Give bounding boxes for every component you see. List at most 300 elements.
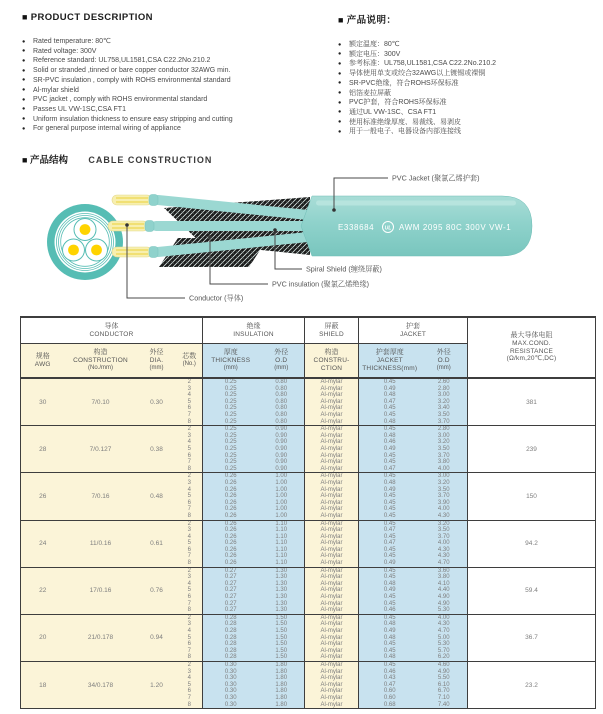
cell-construction: 21/0.178	[65, 614, 137, 661]
list-item: ● Uniform insulation thickness to ensure easy stripping and cutting	[22, 115, 324, 125]
cell-line: Al-mylar	[320, 546, 343, 553]
cell-line: Al-mylar	[320, 418, 343, 425]
cell-line: 4.90	[437, 594, 450, 601]
cell-jacket-thickness	[359, 661, 421, 708]
cell-line: 2	[187, 520, 191, 527]
cell-insulation-thickness	[203, 661, 259, 708]
header-section-insulation	[203, 317, 305, 344]
cell-insulation-od	[259, 473, 305, 520]
cell-line: 0.48	[383, 621, 396, 628]
cell-line: 8	[187, 512, 191, 519]
cell-shield	[305, 661, 359, 708]
cell-line: 3	[187, 479, 191, 486]
cell-line: 0.45	[383, 405, 396, 412]
cell-construction: 7/0.10	[65, 378, 137, 426]
cell-line: 6.20	[437, 654, 450, 661]
conductor-label: Conductor (导体)	[189, 293, 244, 303]
cell-line: 3	[187, 527, 191, 534]
cell-line: 7	[187, 553, 191, 560]
cell-line: 0.25	[224, 445, 237, 452]
section-label-en: CONDUCTOR	[89, 330, 134, 338]
cell-line: 0.25	[224, 405, 237, 412]
cell-line: 4.30	[437, 546, 450, 553]
cell-line: 1.80	[275, 694, 288, 701]
cell-line: 0.27	[224, 567, 237, 574]
cell-line: 8	[187, 418, 191, 425]
cell-line: 0.25	[224, 398, 237, 405]
cell-line: 4	[187, 392, 191, 399]
col-header-line: CONSTRUCTION	[73, 357, 128, 365]
cell-line: 0.80	[275, 398, 288, 405]
cell-line: 0.26	[224, 560, 237, 567]
cell-line: 6	[187, 499, 191, 506]
cell-line: 2.80	[437, 385, 450, 392]
cell-cores	[177, 520, 203, 567]
cell-line: 6	[187, 546, 191, 553]
cell-jacket-thickness	[359, 520, 421, 567]
conductor-tips	[108, 195, 158, 258]
col-header-line: THICKNESS	[211, 357, 251, 365]
cell-line: 5.50	[437, 675, 450, 682]
cell-line: 5.30	[437, 607, 450, 614]
cell-line: 3	[187, 621, 191, 628]
cell-line: 4.00	[437, 540, 450, 547]
cell-line: 2	[187, 567, 191, 574]
cell-line: 5	[187, 398, 191, 405]
cell-line: 0.48	[383, 580, 396, 587]
cell-line: 0.26	[224, 493, 237, 500]
cell-line: 0.45	[383, 499, 396, 506]
cell-line: 2.60	[437, 379, 450, 386]
cell-line: 8	[187, 701, 191, 708]
cell-insulation-thickness	[203, 614, 259, 661]
cell-line: Al-mylar	[320, 574, 343, 581]
cable-cross-section-icon	[47, 204, 123, 280]
header-col-construction	[65, 344, 137, 379]
cell-resistance: 94.2	[468, 520, 596, 567]
construction-title-zh: ■ 产品结构	[22, 155, 68, 166]
cell-line: 1.00	[275, 486, 288, 493]
cell-line: 0.30	[224, 675, 237, 682]
cell-line: 4.90	[437, 600, 450, 607]
resistance-header-line: 最大导体电阻	[510, 332, 553, 340]
cell-cores	[177, 473, 203, 520]
cell-line: 0.28	[224, 634, 237, 641]
cell-line: 3.70	[437, 533, 450, 540]
cell-line: Al-mylar	[320, 587, 343, 594]
cell-insulation-thickness	[203, 378, 259, 426]
cell-line: 0.45	[383, 473, 396, 480]
cell-line: 0.45	[383, 594, 396, 601]
cell-line: 4.30	[437, 553, 450, 560]
cell-line: 0.25	[224, 426, 237, 433]
cell-line: 0.26	[224, 486, 237, 493]
cell-jacket-thickness	[359, 473, 421, 520]
cell-line: 1.00	[275, 493, 288, 500]
cell-line: 4	[187, 675, 191, 682]
cell-line: 8	[187, 465, 191, 472]
cell-shield	[305, 520, 359, 567]
cell-line: 5	[187, 493, 191, 500]
cell-line: 6	[187, 641, 191, 648]
cell-shield	[305, 567, 359, 614]
cell-line: 4	[187, 486, 191, 493]
cell-line: Al-mylar	[320, 621, 343, 628]
cell-line: Al-mylar	[320, 479, 343, 486]
cell-line: 0.80	[275, 379, 288, 386]
cell-line: Al-mylar	[320, 520, 343, 527]
cell-line: 1.10	[275, 527, 288, 534]
cell-line: 6	[187, 452, 191, 459]
table-row-awg-18	[21, 661, 596, 708]
list-item: ● For general purpose internal wiring of appliance	[22, 124, 324, 134]
cell-line: 3.60	[437, 567, 450, 574]
resistance-header-line: (Ω/km,20℃,DC)	[506, 355, 557, 363]
cell-awg: 24	[21, 520, 65, 567]
jacket-print	[338, 222, 511, 233]
col-header-line: THICKNESS(mm)	[362, 364, 418, 372]
jacket-print-right: AWM 2095 80C 300V VW-1	[399, 223, 512, 233]
cell-line: 7	[187, 647, 191, 654]
cell-line: Al-mylar	[320, 473, 343, 480]
cell-line: 6	[187, 594, 191, 601]
header-col-jacket-od	[421, 344, 468, 379]
cell-insulation-od	[259, 378, 305, 426]
cell-line: 0.60	[383, 688, 396, 695]
cell-line: 0.47	[383, 527, 396, 534]
cell-line: 0.45	[383, 546, 396, 553]
cell-line: Al-mylar	[320, 459, 343, 466]
cell-line: Al-mylar	[320, 647, 343, 654]
cell-line: 0.45	[383, 647, 396, 654]
cell-line: 0.30	[224, 694, 237, 701]
cell-dia: 0.94	[137, 614, 177, 661]
cell-line: 1.30	[275, 587, 288, 594]
cell-line: 3.70	[437, 452, 450, 459]
list-item: ● 使用标准绝缘厚度、易裁线、易剥皮	[338, 118, 597, 128]
cell-cores	[177, 378, 203, 426]
header-section-conductor	[21, 317, 203, 344]
list-item: ● 通过UL VW-1SC、CSA FT1	[338, 108, 597, 118]
col-header-line: 规格	[35, 352, 50, 360]
list-item: ● Passes UL VW-1SC,CSA FT1	[22, 105, 324, 115]
cell-line: 0.80	[275, 385, 288, 392]
col-header-line: DIA.	[149, 357, 164, 365]
cell-line: 1.00	[275, 512, 288, 519]
cell-line: 2	[187, 473, 191, 480]
cell-line: 0.25	[224, 418, 237, 425]
cell-line: 0.60	[383, 694, 396, 701]
cell-line: 0.26	[224, 546, 237, 553]
cell-line: 1.80	[275, 675, 288, 682]
svg-text:UL: UL	[384, 225, 392, 232]
resistance-header-line: RESISTANCE	[509, 347, 554, 355]
cell-line: 0.25	[224, 385, 237, 392]
cell-line: 1.00	[275, 499, 288, 506]
cell-insulation-od	[259, 661, 305, 708]
list-item: ● Reference standard: UL758,UL1581,CSA C22.2No.210.2	[22, 56, 324, 66]
cell-line: Al-mylar	[320, 452, 343, 459]
cell-line: Al-mylar	[320, 412, 343, 418]
cell-dia: 0.48	[137, 473, 177, 520]
cell-line: 3.50	[437, 486, 450, 493]
cell-line: 0.90	[275, 439, 288, 446]
cell-line: 1.10	[275, 553, 288, 560]
cell-line: 1.80	[275, 668, 288, 675]
cell-line: Al-mylar	[320, 675, 343, 682]
cell-line: 0.45	[383, 614, 396, 621]
cell-line: 0.28	[224, 647, 237, 654]
cell-line: 0.49	[383, 385, 396, 392]
cell-line: 4.00	[437, 506, 450, 513]
cell-line: 8	[187, 654, 191, 661]
section-label-zh: 护套	[406, 322, 420, 330]
cell-line: 1.80	[275, 688, 288, 695]
cell-construction: 11/0.16	[65, 520, 137, 567]
cell-line: 0.48	[383, 634, 396, 641]
cell-line: Al-mylar	[320, 681, 343, 688]
cable-diagram-svg	[0, 170, 603, 312]
cell-insulation-thickness	[203, 426, 259, 473]
cell-line: 1.50	[275, 621, 288, 628]
cell-line: 5	[187, 540, 191, 547]
cell-resistance: 59.4	[468, 567, 596, 614]
header-col-dia	[137, 344, 177, 379]
cell-line: Al-mylar	[320, 506, 343, 513]
cell-line: 0.45	[383, 426, 396, 433]
cell-line: 1.10	[275, 540, 288, 547]
col-header-line: JACKET	[376, 357, 403, 365]
cell-line: 0.45	[383, 641, 396, 648]
col-header-line: CONSTRU-	[313, 357, 350, 365]
product-description-title: ■ PRODUCT DESCRIPTION	[22, 12, 324, 23]
cell-line: 3.20	[437, 520, 450, 527]
section-label-zh: 导体	[104, 322, 119, 330]
cell-line: 1.50	[275, 654, 288, 661]
list-item: ● Solid or stranded ,tinned or bare copper conductor 32AWG min.	[22, 66, 324, 76]
cell-insulation-od	[259, 520, 305, 567]
list-item: ● PVC护套，符合ROHS环保标准	[338, 98, 597, 108]
cell-line: 1.30	[275, 580, 288, 587]
col-header-line: 外径	[274, 349, 289, 357]
header-col-cores	[177, 344, 203, 379]
cell-line: 3	[187, 668, 191, 675]
cell-line: 0.47	[383, 681, 396, 688]
cell-line: 5	[187, 445, 191, 452]
cell-line: 0.90	[275, 426, 288, 433]
cell-line: 1.80	[275, 681, 288, 688]
cell-insulation-thickness	[203, 520, 259, 567]
cell-line: 7	[187, 600, 191, 607]
cell-line: 0.48	[383, 479, 396, 486]
cell-resistance: 239	[468, 426, 596, 473]
cell-line: 3.20	[437, 439, 450, 446]
table-row-awg-22	[21, 567, 596, 614]
cell-line: 1.30	[275, 574, 288, 581]
cell-line: 0.25	[224, 459, 237, 466]
col-header-line: 外径	[436, 349, 451, 357]
cell-line: 7	[187, 459, 191, 466]
col-header-line: CTION	[320, 364, 343, 372]
spec-table	[20, 316, 596, 709]
cell-line: Al-mylar	[320, 512, 343, 519]
col-header-line: (No.)	[182, 361, 196, 368]
cell-line: 0.45	[383, 553, 396, 560]
cell-shield	[305, 378, 359, 426]
cell-line: 4.70	[437, 628, 450, 634]
cell-line: 0.45	[383, 600, 396, 607]
resistance-header-line: MAX.COND.	[512, 340, 551, 348]
col-header-line: 厚度	[223, 349, 238, 357]
cell-line: 7	[187, 694, 191, 701]
cell-line: 0.46	[383, 439, 396, 446]
cell-line: 3	[187, 385, 191, 392]
cell-line: 6.70	[437, 688, 450, 695]
cell-cores	[177, 426, 203, 473]
header-section-jacket	[359, 317, 468, 344]
list-item: ● Al-mylar shield	[22, 86, 324, 96]
cell-line: Al-mylar	[320, 432, 343, 439]
cell-line: 3.40	[437, 405, 450, 412]
cell-line: 1.00	[275, 473, 288, 480]
cell-line: Al-mylar	[320, 634, 343, 641]
insulation-label: PVC insulation (聚氯乙烯绝缘)	[272, 279, 370, 289]
cell-line: 0.26	[224, 473, 237, 480]
cell-line: 0.26	[224, 553, 237, 560]
cell-line: 4	[187, 439, 191, 446]
list-item: ● Rated voltage: 300V	[22, 47, 324, 57]
header-col-awg	[21, 344, 65, 379]
cell-line: 1.10	[275, 546, 288, 553]
list-item: ● PVC jacket , comply with ROHS environmental standard	[22, 95, 324, 105]
cell-line: 0.30	[224, 661, 237, 668]
cell-line: 4	[187, 628, 191, 634]
cell-line: 4.00	[437, 465, 450, 472]
list-item: ● 参考标准：UL758,UL1581,CSA C22.2No.210.2	[338, 59, 597, 69]
list-item: ● 导体使用单支或绞合32AWG以上镀锡或裸铜	[338, 69, 597, 79]
cell-jacket-thickness	[359, 378, 421, 426]
cell-line: 0.25	[224, 379, 237, 386]
cell-line: 3.20	[437, 479, 450, 486]
jacket-label: PVC Jacket (聚氯乙烯护套)	[392, 173, 480, 183]
cell-line: Al-mylar	[320, 426, 343, 433]
construction-title-en: CABLE CONSTRUCTION	[88, 155, 213, 166]
cell-line: 4.70	[437, 560, 450, 567]
cell-line: Al-mylar	[320, 465, 343, 472]
cell-line: 6	[187, 688, 191, 695]
cell-jacket-od	[421, 426, 468, 473]
cell-line: 0.27	[224, 607, 237, 614]
cell-insulation-thickness	[203, 567, 259, 614]
cell-line: 0.26	[224, 540, 237, 547]
cell-line: 4	[187, 580, 191, 587]
cell-line: 0.45	[383, 512, 396, 519]
cell-line: Al-mylar	[320, 405, 343, 412]
cell-line: Al-mylar	[320, 392, 343, 399]
cell-line: 2	[187, 426, 191, 433]
cell-shield	[305, 426, 359, 473]
cell-resistance: 381	[468, 378, 596, 426]
cell-insulation-od	[259, 614, 305, 661]
cell-line: 8	[187, 560, 191, 567]
cell-line: 3	[187, 432, 191, 439]
cell-line: 5.70	[437, 647, 450, 654]
cell-line: 3.20	[437, 398, 450, 405]
shield-label: Spiral Shield (缠绕屏蔽)	[306, 264, 382, 274]
cell-line: Al-mylar	[320, 661, 343, 668]
list-item: ● 用于一般电子、电器设备内部连接线	[338, 127, 597, 137]
cell-line: 0.90	[275, 452, 288, 459]
cell-line: 3.00	[437, 392, 450, 399]
cell-line: 0.27	[224, 574, 237, 581]
col-header-line: 护套厚度	[375, 349, 404, 357]
cell-awg: 20	[21, 614, 65, 661]
cell-line: 3.50	[437, 527, 450, 534]
cell-line: Al-mylar	[320, 553, 343, 560]
cell-construction: 17/0.16	[65, 567, 137, 614]
section-label-zh: 绝缘	[246, 322, 261, 330]
cell-line: 3	[187, 574, 191, 581]
cell-line: 0.68	[383, 701, 396, 708]
col-header-line: (mm)	[149, 364, 164, 371]
cell-line: 4.30	[437, 512, 450, 519]
cell-line: 0.45	[383, 574, 396, 581]
cell-line: 0.45	[383, 459, 396, 466]
cell-dia: 0.38	[137, 426, 177, 473]
product-notes-list	[338, 40, 597, 137]
cell-line: 0.49	[383, 628, 396, 634]
cell-line: 0.27	[224, 600, 237, 607]
cell-line: 1.00	[275, 479, 288, 486]
cell-line: 0.26	[224, 527, 237, 534]
cell-line: 0.46	[383, 607, 396, 614]
cell-line: Al-mylar	[320, 560, 343, 567]
cell-line: 1.50	[275, 634, 288, 641]
cell-line: 0.49	[383, 587, 396, 594]
cell-line: 1.80	[275, 661, 288, 668]
table-section-header-row	[21, 317, 596, 344]
col-header-line: (mm)	[436, 364, 451, 371]
header-resistance	[468, 317, 596, 378]
cell-line: 5	[187, 587, 191, 594]
cell-line: 1.50	[275, 647, 288, 654]
col-header-line: (mm)	[223, 364, 238, 371]
section-label-en: JACKET	[399, 330, 427, 338]
cell-line: Al-mylar	[320, 628, 343, 634]
product-description-section	[22, 10, 324, 137]
cell-insulation-od	[259, 567, 305, 614]
cell-line: Al-mylar	[320, 379, 343, 386]
cell-line: 1.30	[275, 607, 288, 614]
cell-line: Al-mylar	[320, 641, 343, 648]
col-header-line: AWG	[34, 360, 51, 368]
cell-line: 0.27	[224, 580, 237, 587]
cell-construction: 7/0.127	[65, 426, 137, 473]
cell-resistance: 36.7	[468, 614, 596, 661]
cell-jacket-od	[421, 378, 468, 426]
cell-line: 1.30	[275, 594, 288, 601]
cell-awg: 22	[21, 567, 65, 614]
cell-line: 2.80	[437, 426, 450, 433]
cell-jacket-od	[421, 473, 468, 520]
cell-line: 0.25	[224, 465, 237, 472]
cell-dia: 0.76	[137, 567, 177, 614]
cell-line: 1.10	[275, 533, 288, 540]
cell-cores	[177, 661, 203, 708]
col-header-line: 外径	[149, 349, 164, 357]
cell-line: 0.47	[383, 540, 396, 547]
cell-construction: 34/0.178	[65, 661, 137, 708]
